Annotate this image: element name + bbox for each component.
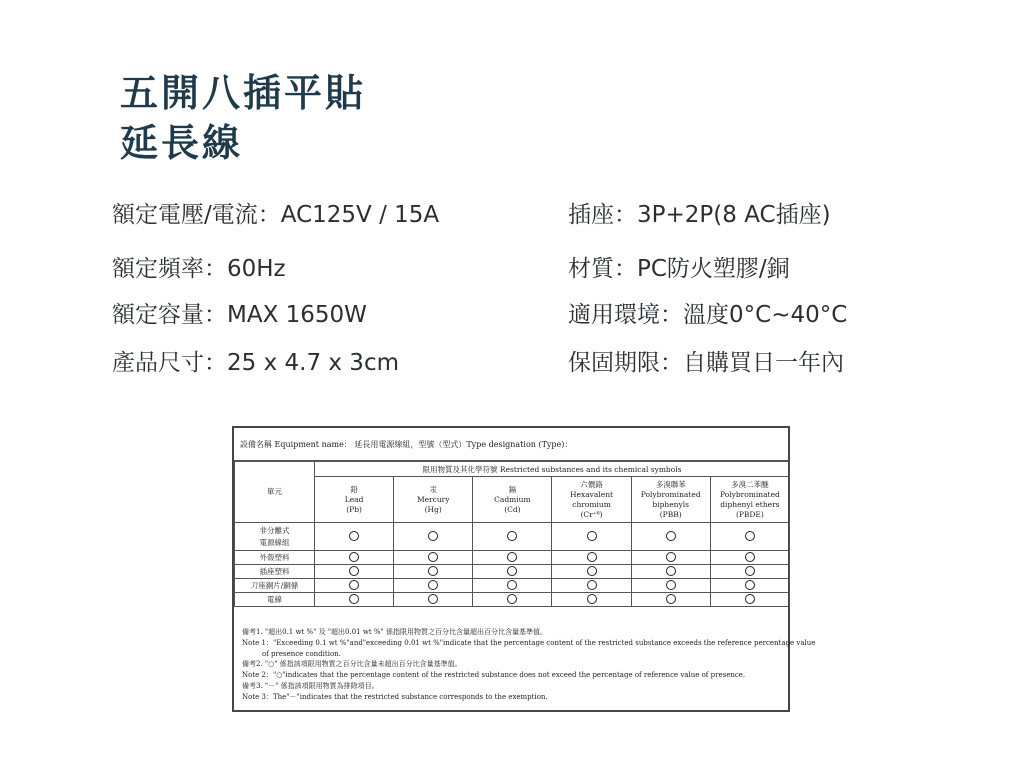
table-row [235,593,790,607]
substance-symbol: (Hg) [424,504,442,514]
note-line: 備考1. "超出0.1 wt %" 及 "超出0.01 wt %" 係指限用物質之百分比含量超出百分比含量基準值。 [242,628,547,636]
table-row [235,551,790,565]
circle-icon [507,566,517,576]
compliance-cell [473,523,552,551]
circle-icon [745,552,755,562]
compliance-cell [394,579,473,593]
substance-header-cell [315,477,394,523]
spec-dimensions: 產品尺寸：25 x 4.7 x 3cm [112,350,399,376]
compliance-cell [631,523,710,551]
unit-cell [235,523,315,551]
substances-table [234,461,790,607]
spec-environment: 適用環境：溫度0°C~40°C [568,302,848,328]
substance-zh: 六價鉻 [580,479,603,489]
spec-warranty: 保固期限：自購買日一年內 [568,350,844,376]
circle-icon [745,580,755,590]
substance-zh: 鎘 [508,484,517,494]
product-title-line1: 五開八插平貼 [120,71,367,115]
substances-group-header: 限用物質及其化學符號 Restricted substances and its chemical symbols [315,462,790,477]
compliance-cell [473,551,552,565]
compliance-cell [552,523,631,551]
circle-icon [349,566,359,576]
substance-extra: (PBB) [659,509,682,519]
compliance-cell [394,551,473,565]
compliance-cell [552,593,631,607]
circle-icon [349,594,359,604]
circle-icon [587,531,597,541]
substance-header-cell [710,477,789,523]
spec-material: 材質：PC防火塑膠/銅 [568,256,790,282]
note-line: Note 3：The"－"indicates that the restricted substance corresponds to the exemption. [242,692,548,701]
compliance-cell [631,579,710,593]
compliance-cell [473,593,552,607]
compliance-cell [552,551,631,565]
circle-icon [507,531,517,541]
unit-cell [235,551,315,565]
compliance-cell [315,593,394,607]
circle-icon [745,566,755,576]
circle-icon [349,531,359,541]
declaration-notes [242,627,816,703]
unit-cell [235,593,315,607]
unit-name-line1: 非分離式 [259,525,290,535]
compliance-cell [552,579,631,593]
table-row [235,523,790,551]
note-line: 備考3. "－" 係指該項限用物質為排除項目。 [242,681,379,690]
circle-icon [745,594,755,604]
substance-en: Polybrominated [719,489,780,499]
substance-header-row [235,477,790,523]
substance-zh: 多溴二苯醚 [731,479,769,489]
compliance-cell [710,523,789,551]
circle-icon [507,580,517,590]
circle-icon [587,580,597,590]
product-title [120,68,366,168]
spec-rated-capacity: 額定容量：MAX 1650W [112,302,367,328]
restricted-substances-declaration [232,426,816,712]
compliance-cell [631,593,710,607]
circle-icon [666,552,676,562]
substance-zh: 汞 [429,484,437,494]
substance-extra: (PBDE) [735,509,764,519]
circle-icon [428,594,438,604]
compliance-cell [315,565,394,579]
compliance-cell [710,593,789,607]
substance-en: Hexavalent [570,489,614,499]
compliance-cell [394,523,473,551]
circle-icon [666,580,676,590]
note-line: of presence condition. [262,649,341,658]
substance-zh: 鉛 [350,484,358,494]
spec-rated-frequency: 額定頻率：60Hz [112,256,286,282]
substance-symbol: biphenyls [652,499,689,509]
substance-header-cell [552,477,631,523]
circle-icon [587,594,597,604]
circle-icon [745,531,755,541]
substance-symbol: (Cd) [504,504,521,514]
compliance-cell [394,593,473,607]
unit-header: 單元 [235,462,315,523]
unit-cell [235,565,315,579]
table-row [235,565,790,579]
unit-name-line1: 電線 [267,595,282,604]
circle-icon [666,531,676,541]
unit-name-line1: 外殼塑料 [259,553,290,562]
circle-icon [349,552,359,562]
product-title-line2: 延長線 [120,121,244,165]
substance-header-cell [631,477,710,523]
circle-icon [428,580,438,590]
compliance-cell [473,579,552,593]
equipment-name-row: 設備名稱 Equipment name： 延長用電源線組，型號（型式）Type designation (Type)： [234,428,788,461]
compliance-cell [710,579,789,593]
substance-en: Lead [344,494,364,504]
note-line: Note 2："○"indicates that the percentage content of the restricted substance does not exceed the percentage of reference value of presence. [242,671,746,680]
circle-icon [428,552,438,562]
spec-rated-voltage-current: 額定電壓/電流：AC125V / 15A [112,202,440,228]
unit-name-line1: 刀座銅片/銅條 [250,581,299,590]
compliance-cell [710,565,789,579]
unit-name-line1: 插座塑料 [259,567,290,576]
compliance-cell [710,551,789,565]
substance-en: Mercury [416,494,450,504]
unit-cell [235,579,315,593]
substance-symbol: chromium [572,499,611,509]
compliance-cell [473,565,552,579]
note-line: Note 1："Exceeding 0.1 wt %"and"exceeding 0.01 wt %"indicate that the percentage content of the restricted substance exceeds the reference percentage value [242,638,816,647]
spec-outlets: 插座：3P+2P(8 AC插座) [568,202,831,228]
substance-en: Polybrominated [640,489,701,499]
circle-icon [507,552,517,562]
compliance-cell [315,523,394,551]
compliance-cell [394,565,473,579]
substance-symbol: diphenyl ethers [720,499,780,509]
compliance-cell [552,565,631,579]
circle-icon [666,566,676,576]
circle-icon [428,531,438,541]
substance-symbol: (Pb) [346,504,362,514]
circle-icon [666,594,676,604]
substance-extra: (Cr⁺⁶) [580,509,603,519]
compliance-cell [315,551,394,565]
circle-icon [587,552,597,562]
circle-icon [507,594,517,604]
circle-icon [587,566,597,576]
compliance-cell [631,565,710,579]
substance-zh: 多溴聯苯 [655,479,686,489]
substance-header-cell [394,477,473,523]
substance-header-cell [473,477,552,523]
compliance-cell [315,579,394,593]
note-line: 備考2. "○" 係指該項限用物質之百分比含量未超出百分比含量基準值。 [242,660,462,669]
table-row [235,579,790,593]
circle-icon [428,566,438,576]
compliance-cell [631,551,710,565]
circle-icon [349,580,359,590]
substance-en: Cadmium [494,494,531,504]
unit-name-line2: 電源線組 [259,537,290,547]
